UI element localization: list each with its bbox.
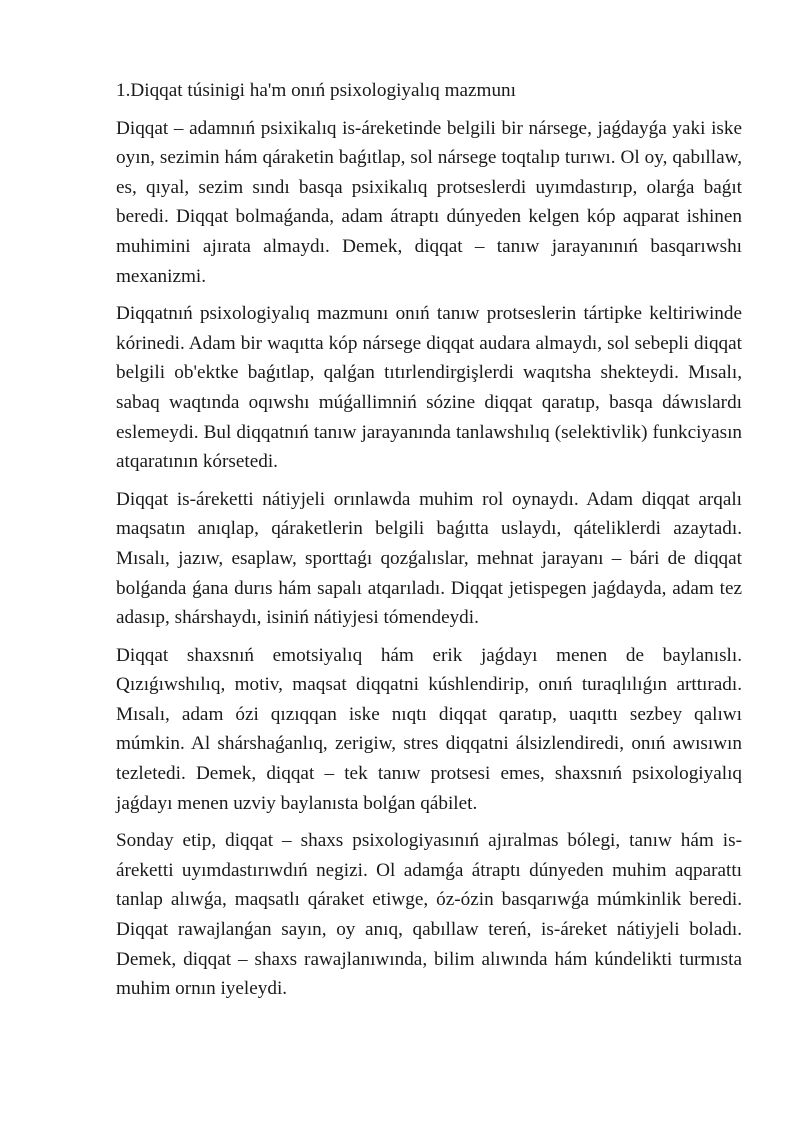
paragraph-activity-role: Diqqat is-áreketti nátiyjeli orınlawda muhim rol oynaydı. Adam diqqat arqalı maqsatın anıqlap, qáraketlerin belgili baǵıtta uslaydı, qáteliklerdi azaytadı. Mısalı, jazıw, esaplaw, sporttaǵı qozǵalıslar, mehnat jarayanı – bári de diqqat bolǵanda ǵana durıs hám sapalı atqarıladı. Diqqat jetispegen jaǵdayda, adam tez adasıp, shárshaydı, isiniń nátiyjesi tómendeydi. (116, 488, 742, 629)
paragraph-definition: Diqqat – adamnıń psixikalıq is-áreketinde belgili bir nársege, jaǵdayǵa yaki iske oyın, sezimin hám qáraketin baǵıtlap, sol nársege toqtalıp turıwı. Ol oy, qabıllaw, es, qıyal, sezim sındı basqa psixikalıq protseslerdi uyımdastırıp, olarǵa baǵıt beredi. Diqqat bolmaǵanda, adam átraptı dúnyeden kelgen kóp aqparat ishinen muhimini ajırata almaydı. Demek, diqqat – tanıw jarayanınıń basqarıwshı mexanizmi. (116, 117, 742, 287)
paragraph-emotional-link: Diqqat shaxsnıń emotsiyalıq hám erik jaǵdayı menen de baylanıslı. Qızıǵıwshılıq, motiv, maqsat diqqatni kúshlendirip, onıń turaqlılıǵın arttıradı. Mısalı, adam ózi qızıqqan iske nıqtı diqqat qaratıp, uaqıttı sezbey qalıwı múmkin. Al shárshaǵanlıq, zerigiw, stres diqqatni álsizlendiredi, onıń awısıwın tezletedi. Demek, diqqat – tek tanıw protsesi emes, shaxsnıń psixologiyalıq jaǵdayı menen uzviy baylanısta bolǵan qábilet. (116, 644, 742, 814)
paragraph-conclusion: Sonday etip, diqqat – shaxs psixologiyasınıń ajıralmas bólegi, tanıw hám is-áreketti uyımdastırıwdıń negizi. Ol adamǵa átraptı dúnyeden muhim aqparattı tanlap alıwǵa, maqsatlı qáraket etiwge, óz-ózin basqarıwǵa múmkinlik beredi. Diqqat rawajlanǵan sayın, oy anıq, qabıllaw tereń, is-áreket nátiyjeli boladı. Demek, diqqat – shaxs rawajlanıwında, bilim alıwında hám kúndelikti turmısta muhim ornın iyeleydi. (116, 830, 742, 1000)
document-page (116, 76, 742, 1012)
paragraph-psychological-content: Diqqatnıń psixologiyalıq mazmunı onıń tanıw protseslerin tártipke keltiriwinde kórinedi. Adam bir waqıtta kóp nársege diqqat audara almaydı, sol sebepli diqqat belgili ob'ektke baǵıtlap, qalǵan tıtırlendirgişlerdi waqıtsha shekteydi. Mısalı, sabaq waqtında oqıwshı múǵallimniń sózine diqqat qaratıp, basqa dáwıslardı eslemeydi. Bul diqqatnıń tanıw jarayanında tanlawshılıq (selektivlik) funkciyasın atqaratının kórsetedi. (116, 303, 742, 473)
section-heading: 1.Diqqat túsinigi ha'm onıń psixologiyalıq mazmunı (116, 80, 516, 101)
